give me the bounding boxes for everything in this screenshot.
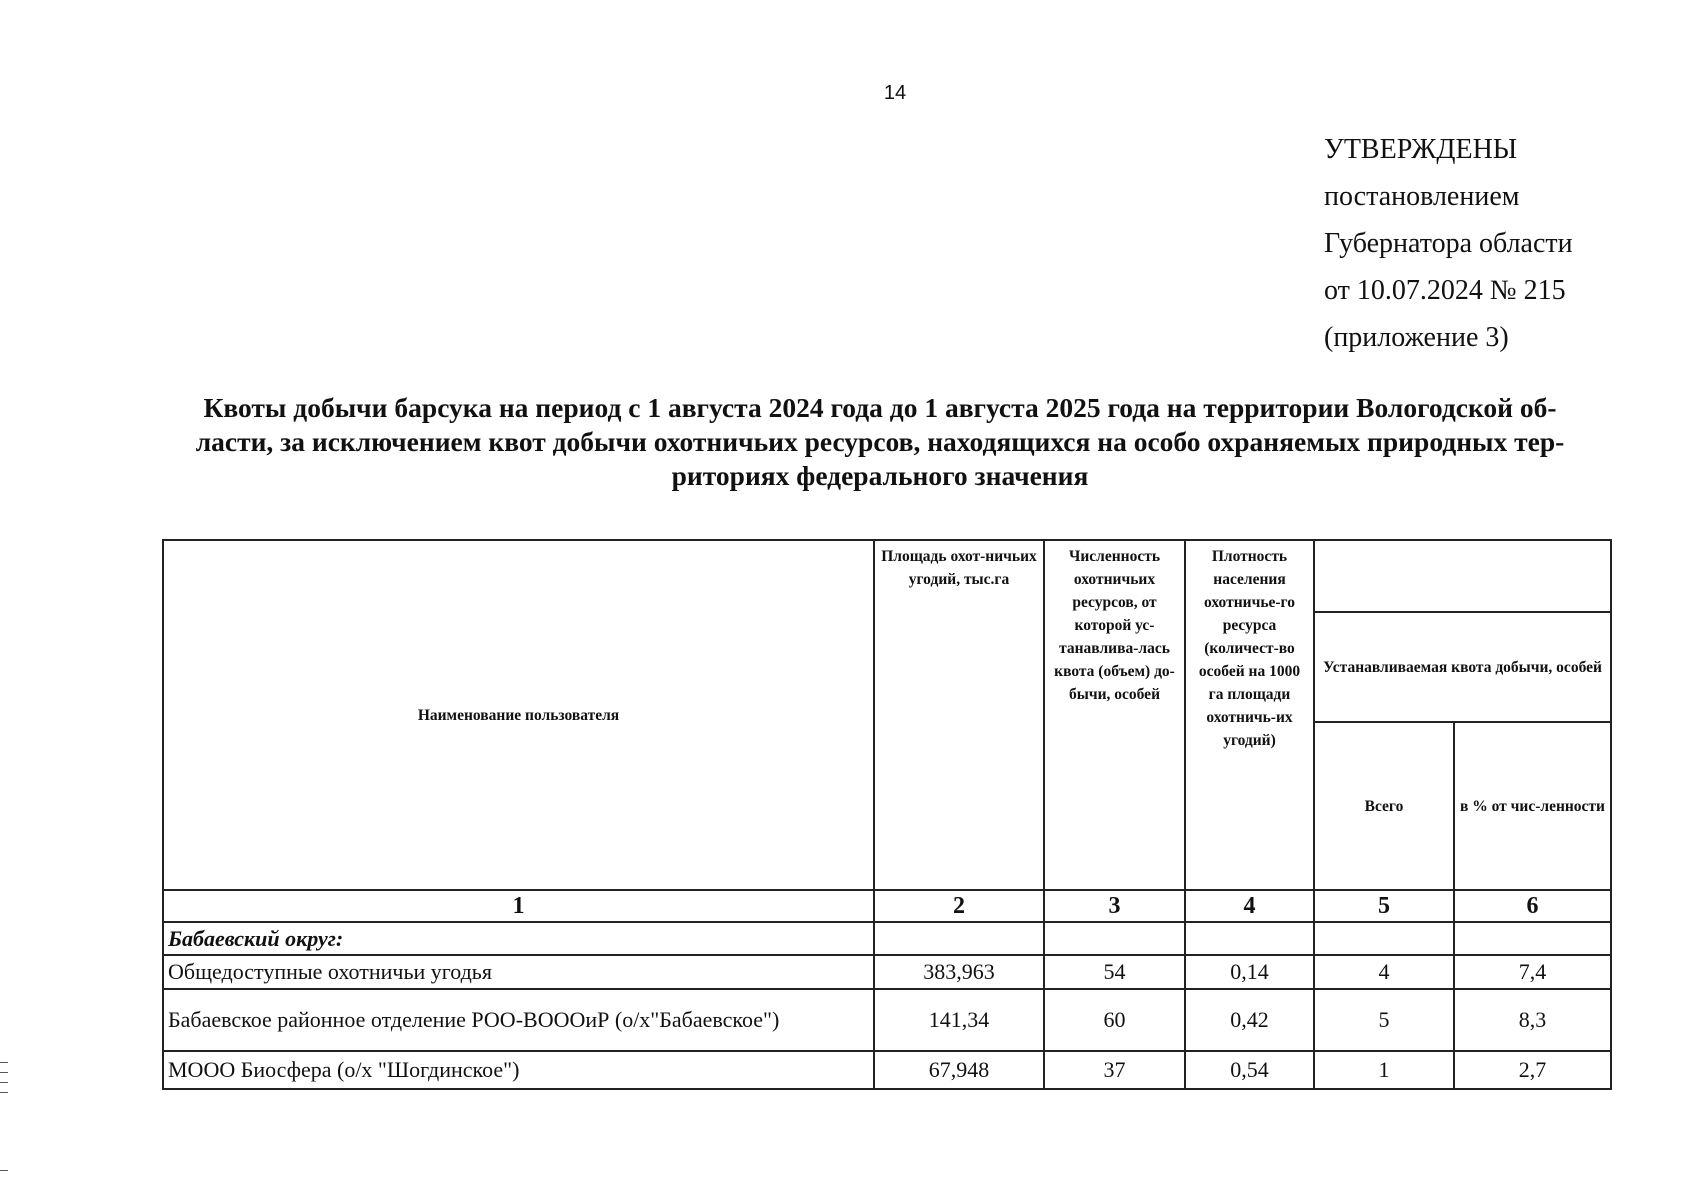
row-name: МООО Биосфера (о/х "Шогдинское"): [163, 1051, 874, 1089]
empty-cell: [874, 922, 1044, 955]
column-number: 4: [1185, 890, 1314, 922]
group-label: Бабаевский округ:: [163, 922, 874, 955]
column-number: 1: [163, 890, 874, 922]
title-line: риториях федерального значения: [671, 460, 1089, 491]
row-percent: 7,4: [1454, 955, 1611, 989]
table-row: [163, 1051, 1611, 1089]
scan-edge-mark: [0, 1092, 8, 1093]
header-percent: в % от чис-ленности: [1454, 722, 1611, 890]
table-row: [163, 955, 1611, 989]
empty-cell: [1044, 922, 1185, 955]
row-name: Бабаевское районное отделение РОО-ВОООиР (о/х"Бабаевское"): [163, 989, 874, 1051]
table-header-row: [163, 540, 1611, 612]
empty-cell: [1185, 922, 1314, 955]
scan-edge-mark: [0, 1170, 8, 1171]
header-density: Плотность населения охотничье-го ресурса (количест-во особей на 1000 га площади охотничь-их угодий): [1185, 540, 1314, 890]
header-count: Численность охотничьих ресурсов, от которой ус-танавлива-лась квота (объем) до-бычи, особей: [1044, 540, 1185, 890]
page-number: 14: [883, 82, 907, 104]
row-name: Общедоступные охотничьи угодья: [163, 955, 874, 989]
column-number: 3: [1044, 890, 1185, 922]
row-area: 383,963: [874, 955, 1044, 989]
row-area: 141,34: [874, 989, 1044, 1051]
row-density: 0,42: [1185, 989, 1314, 1051]
header-area: Площадь охот-ничьих угодий, тыс.га: [874, 540, 1044, 890]
title-line: ласти, за исключением квот добычи охотничьих ресурсов, находящихся на особо охраняемых природных тер-: [195, 426, 1565, 457]
title-line: Квоты добычи барсука на период с 1 августа 2024 года до 1 августа 2025 года на территории Вологодской об-: [203, 392, 1557, 423]
row-total: 4: [1314, 955, 1454, 989]
approval-line: УТВЕРЖДЕНЫ: [1324, 134, 1518, 165]
approval-line: постановлением: [1324, 181, 1520, 212]
row-count: 54: [1044, 955, 1185, 989]
document-title: [160, 391, 1600, 493]
approval-line: Губернатора области: [1324, 228, 1573, 259]
column-number: 6: [1454, 890, 1611, 922]
header-user-name: Наименование пользователя: [163, 540, 874, 890]
row-density: 0,14: [1185, 955, 1314, 989]
row-total: 1: [1314, 1051, 1454, 1089]
column-number: 5: [1314, 890, 1454, 922]
row-count: 60: [1044, 989, 1185, 1051]
empty-cell: [1454, 922, 1611, 955]
row-area: 67,948: [874, 1051, 1044, 1089]
empty-cell: [1314, 922, 1454, 955]
scan-edge-mark: [0, 1082, 8, 1083]
row-percent: 2,7: [1454, 1051, 1611, 1089]
table-row: [163, 989, 1611, 1051]
header-empty-cell: [1314, 540, 1611, 612]
row-percent: 8,3: [1454, 989, 1611, 1051]
group-row: [163, 922, 1611, 955]
row-total: 5: [1314, 989, 1454, 1051]
quota-table: [162, 539, 1612, 1090]
column-number: 2: [874, 890, 1044, 922]
row-density: 0,54: [1185, 1051, 1314, 1089]
column-number-row: [163, 890, 1611, 922]
approval-block: [1324, 126, 1573, 361]
approval-line: от 10.07.2024 № 215: [1324, 275, 1566, 306]
header-total: Всего: [1314, 722, 1454, 890]
scan-edge-mark: [0, 1072, 8, 1073]
approval-line: (приложение 3): [1324, 322, 1509, 353]
header-quota-group: Устанавливаемая квота добычи, особей: [1314, 612, 1611, 722]
row-count: 37: [1044, 1051, 1185, 1089]
scan-edge-mark: [0, 1062, 8, 1063]
